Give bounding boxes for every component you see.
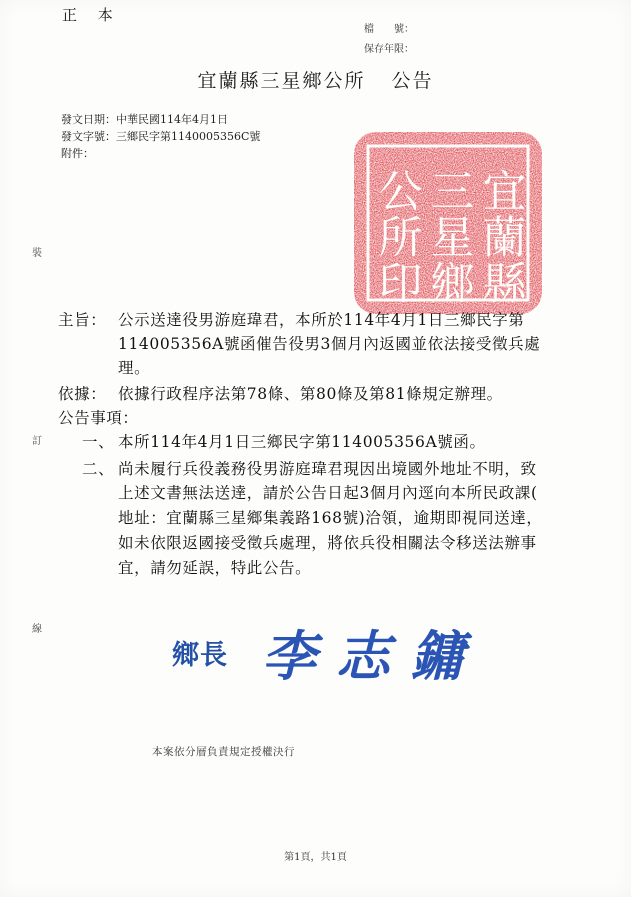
delegation-note: 本案依分層負責規定授權決行 (152, 746, 295, 758)
item-2-line-2: 上述文書無法送達，請於公告日起3個月內逕向本所民政課( (118, 484, 538, 502)
item-2-line-4: 如未依限返國接受徵兵處理，將依兵役相關法令移送法辦事 (118, 534, 537, 552)
subject-line-2: 114005356A號函催告役男3個月內返國並依法接受徵兵處 (118, 335, 541, 353)
organization-name: 宜蘭縣三星鄉公所 (197, 70, 366, 92)
seal-column-1: 宜蘭縣 (474, 168, 526, 306)
page-number: 第1頁，共1頁 (284, 852, 347, 863)
seal-column-3: 公所印 (370, 168, 422, 306)
official-seal (350, 128, 546, 318)
item-2-line-3: 地址：宜蘭縣三星鄉集義路168號)洽領，逾期即視同送達， (118, 509, 543, 527)
document-number: 發文字號：三鄉民字第1140005356C號 (61, 130, 261, 143)
subject-line-1: 公示送達役男游庭瑋君，本所於114年4月1日三鄉民字第 (118, 311, 525, 329)
item-2-line-5: 宜，請勿延誤，特此公告。 (118, 559, 312, 577)
seal-column-2: 三星鄉 (422, 168, 474, 306)
item-2-number: 二、 (82, 460, 115, 478)
signature-title: 鄉長 (172, 640, 228, 671)
document-title (0, 66, 631, 93)
item-2-line-1: 尚未履行兵役義務役男游庭瑋君現因出境國外地址不明，致 (118, 460, 537, 478)
document-type: 公告 (391, 70, 434, 92)
announcement-items-label: 公告事項： (58, 409, 139, 427)
margin-mark-xian: 線 (32, 624, 42, 635)
subject-line-3: 理。 (118, 359, 151, 377)
attachment-label: 附件： (61, 147, 94, 160)
margin-mark-ding: 訂 (32, 436, 42, 447)
margin-mark-zhuang: 裝 (32, 248, 42, 259)
signature-name: 李志鏞 (262, 624, 484, 688)
issue-date: 發文日期：中華民國114年4月1日 (61, 113, 228, 126)
item-1-text: 本所114年4月1日三鄉民字第114005356A號函。 (118, 433, 486, 451)
basis-text: 依據行政程序法第78條、第80條及第81條規定辦理。 (118, 385, 503, 403)
subject-label: 主旨： (58, 311, 107, 329)
retention-label: 保存年限： (364, 44, 414, 55)
copy-mark: 正 本 (62, 6, 121, 24)
file-number-label: 檔 號： (364, 24, 414, 35)
item-1-number: 一、 (82, 433, 115, 451)
basis-label: 依據： (58, 385, 107, 403)
